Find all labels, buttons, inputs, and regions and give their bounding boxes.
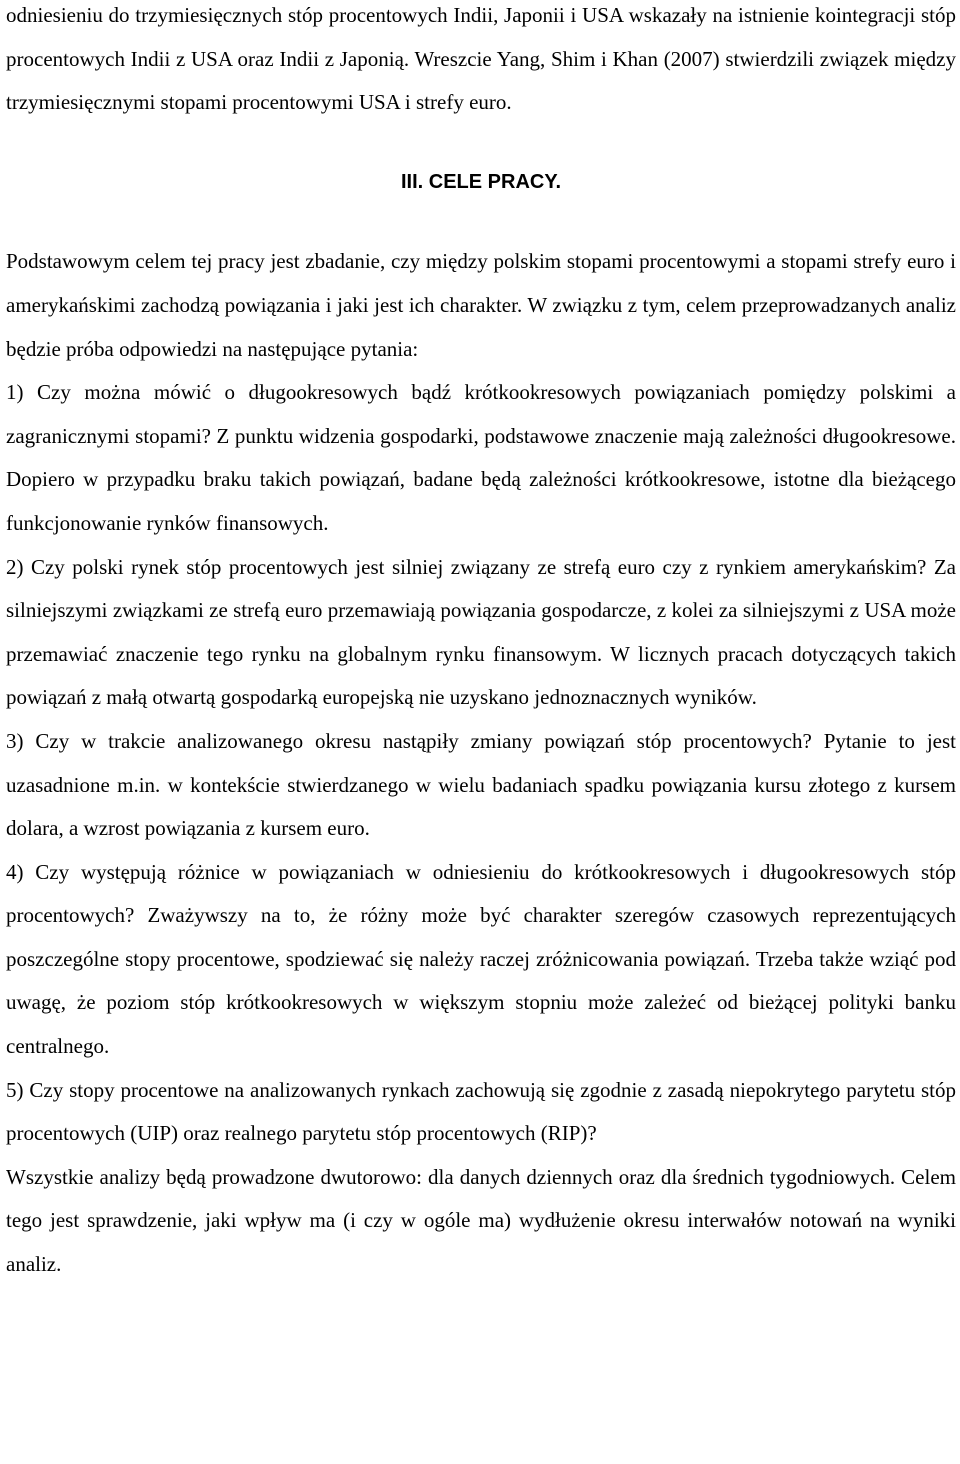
- goal-paragraph: Podstawowym celem tej pracy jest zbadanie, czy między polskim stopami procentowymi a stopami strefy euro i amerykańskimi zachodzą powiązania i jaki jest ich charakter. W związku z tym, celem przeprowadzanych analiz będzie próba odpowiedzi na następujące pytania:: [6, 249, 956, 361]
- intro-paragraph: odniesieniu do trzymiesięcznych stóp procentowych Indii, Japonii i USA wskazały na istnienie kointegracji stóp procentowych Indii z USA oraz Indii z Japonią. Wreszcie Yang, Shim i Khan (2007) stwierdzili związek między trzymiesięcznymi stopami procentowymi USA i strefy euro.: [6, 3, 956, 115]
- document-page: [6, 0, 956, 1287]
- question-2-paragraph: 2) Czy polski rynek stóp procentowych jest silniej związany ze strefą euro czy z rynkiem amerykańskim? Za silniejszymi związkami ze strefą euro przemawiają powiązania gospodarcze, z kolei za silniejszymi z USA może przemawiać znaczenie tego rynku na globalnym rynku finansowym. W licznych pracach dotyczących takich powiązań z małą otwartą gospodarką europejską nie uzyskano jednoznacznych wyników.: [6, 554, 956, 710]
- question-1-paragraph: 1) Czy można mówić o długookresowych bądź krótkookresowych powiązaniach pomiędzy polskimi a zagranicznymi stopami? Z punktu widzenia gospodarki, podstawowe znaczenie mają zależności długookresowe. Dopiero w przypadku braku takich powiązań, badane będą zależności krótkookresowe, istotne dla bieżącego funkcjonowanie rynków finansowych.: [6, 380, 956, 535]
- question-4-paragraph: 4) Czy występują różnice w powiązaniach w odniesieniu do krótkookresowych i długookresowych stóp procentowych? Zważywszy na to, że różny może być charakter szeregów czasowych reprezentujących poszczególne stopy procentowe, spodziewać się należy raczej zróżnicowania powiązań. Trzeba także wziąć pod uwagę, że poziom stóp krótkookresowych w większym stopniu może zależeć od bieżącej polityki banku centralnego.: [6, 859, 956, 1059]
- section-heading: III. CELE PRACY.: [400, 170, 562, 193]
- question-5-paragraph: 5) Czy stopy procentowe na analizowanych rynkach zachowują się zgodnie z zasadą niepokrytego parytetu stóp procentowych (UIP) oraz realnego parytetu stóp procentowych (RIP)?: [6, 1077, 956, 1146]
- question-3-paragraph: 3) Czy w trakcie analizowanego okresu nastąpiły zmiany powiązań stóp procentowych? Pytanie to jest uzasadnione m.in. w kontekście stwierdzanego w wielu badaniach spadku powiązania kursu złotego z kursem dolara, a wzrost powiązania z kursem euro.: [6, 728, 956, 841]
- closing-paragraph: Wszystkie analizy będą prowadzone dwutorowo: dla danych dziennych oraz dla średnich tygodniowych. Celem tego jest sprawdzenie, jaki wpływ ma (i czy w ogóle ma) wydłużenie okresu interwałów notowań na wyniki analiz.: [6, 1164, 956, 1277]
